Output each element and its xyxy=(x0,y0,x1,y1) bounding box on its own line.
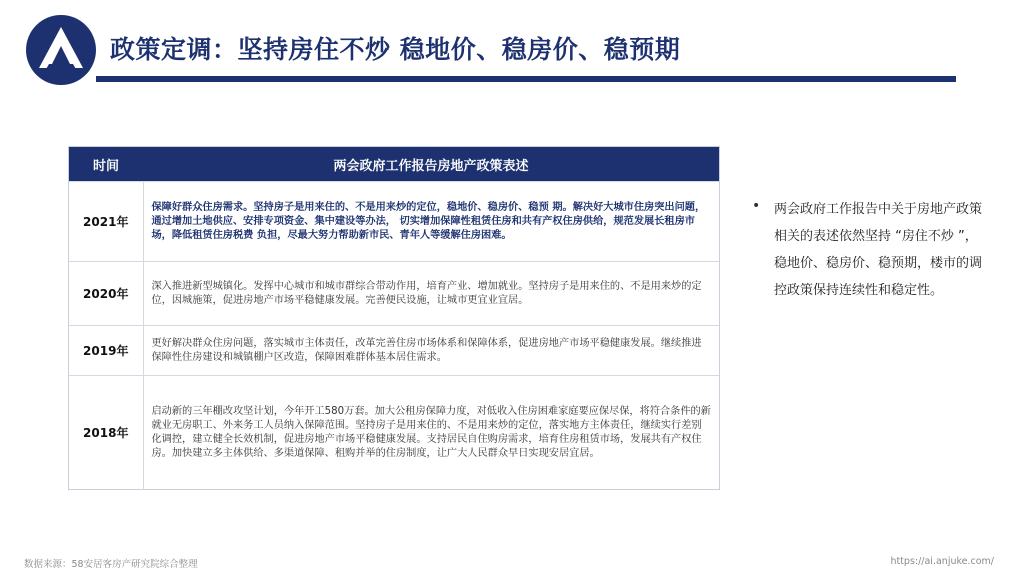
policy-table xyxy=(69,147,719,490)
table-row xyxy=(69,262,719,326)
row-policy-text: 更好解决群众住房问题，落实城市主体责任，改革完善住房市场体系和保障体系，促进房地产市场平稳健康发展。继续推进保障性住房建设和城镇棚户区改造，保障困难群体基本居住需求。 xyxy=(143,326,719,376)
row-policy-text: 启动新的三年棚改攻坚计划，今年开工580万套。加大公租房保障力度，对低收入住房困难家庭要应保尽保，将符合条件的新就业无房职工、外来务工人员纳入保障范围。坚持房子是用来住的、不是用来炒的定位，落实地方主体责任，继续实行差别化调控，建立健全长效机制，促进房地产市场平稳健康发展。支持居民自住购房需求，培育住房租赁市场，发展共有产权住房。加快建立多主体供给、多渠道保障、租购并举的住房制度，让广大人民群众早日实现安居宜居。 xyxy=(143,376,719,490)
policy-table-container xyxy=(68,146,720,490)
table-row xyxy=(69,376,719,490)
footer-url[interactable]: https://ai.anjuke.com/ xyxy=(890,556,994,567)
table-header-row xyxy=(69,147,719,182)
row-policy-text: 保障好群众住房需求。坚持房子是用来住的、不是用来炒的定位，稳地价、稳房价、稳预 期。解决好大城市住房突出问题，通过增加土地供应、安排专项资金、集中建设等办法， 切实增加保障性租赁住房和共有产权住房供给，规范发展长租房市场，降低租赁住房税费 负担，尽最大努力帮助新市民、青年人等缓解住房困难。 xyxy=(143,182,719,262)
row-policy-text: 深入推进新型城镇化。发挥中心城市和城市群综合带动作用，培育产业、增加就业。坚持房子是用来住的、不是用来炒的定位，因城施策，促进房地产市场平稳健康发展。完善便民设施，让城市更宜业宜居。 xyxy=(143,262,719,326)
title-underline xyxy=(96,76,956,82)
page-title: 政策定调：坚持房住不炒 稳地价、稳房价、稳预期 xyxy=(110,35,681,64)
summary-note-text: 两会政府工作报告中关于房地产政策相关的表述依然坚持 “房住不炒 ”，稳地价、稳房价、稳预期，楼市的调控政策保持连续性和稳定性。 xyxy=(774,202,983,298)
column-header-time: 时间 xyxy=(69,147,143,182)
table-row xyxy=(69,326,719,376)
bullet-icon: • xyxy=(752,198,761,214)
row-year: 2018年 xyxy=(69,376,143,490)
summary-note xyxy=(752,196,982,304)
row-year: 2021年 xyxy=(69,182,143,262)
table-row xyxy=(69,182,719,262)
anjuke-a-logo-icon xyxy=(25,14,97,86)
data-source: 数据来源：58安居客房产研究院综合整理 xyxy=(24,559,198,570)
column-header-policy: 两会政府工作报告房地产政策表述 xyxy=(143,147,719,182)
row-year: 2019年 xyxy=(69,326,143,376)
row-year: 2020年 xyxy=(69,262,143,326)
